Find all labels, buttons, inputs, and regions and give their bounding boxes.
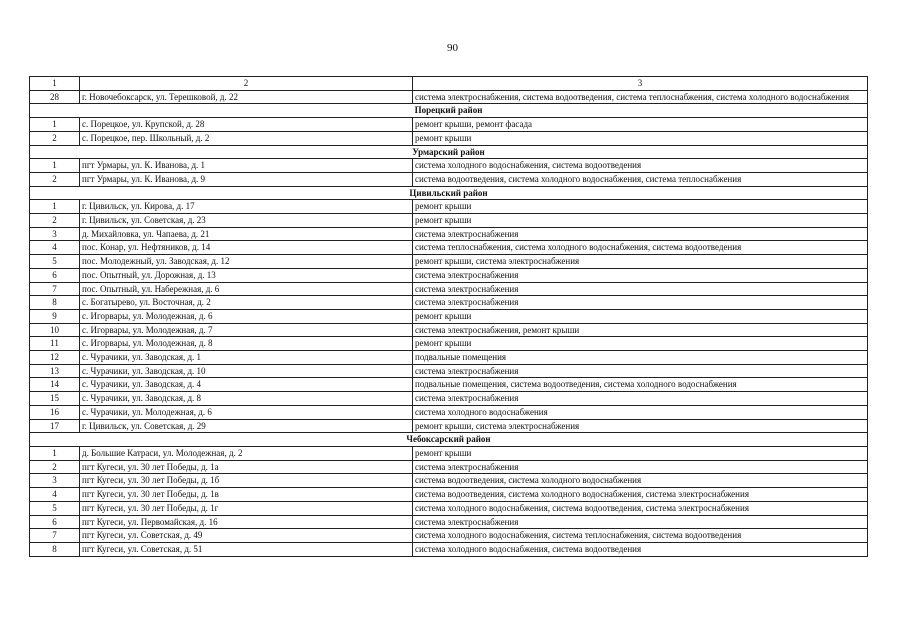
row-number: 6 bbox=[30, 515, 80, 529]
table-row bbox=[30, 392, 868, 406]
address-cell: д. Михайловка, ул. Чапаева, д. 21 bbox=[80, 227, 413, 241]
works-cell: система электроснабжения bbox=[413, 515, 868, 529]
address-cell: г. Цивильск, ул. Кирова, д. 17 bbox=[80, 200, 413, 214]
table-row bbox=[30, 364, 868, 378]
table-row bbox=[30, 446, 868, 460]
row-number: 10 bbox=[30, 323, 80, 337]
works-cell: подвальные помещения, система водоотведения, система холодного водоснабжения bbox=[413, 378, 868, 392]
table-row bbox=[30, 323, 868, 337]
row-number: 5 bbox=[30, 255, 80, 269]
table-row bbox=[30, 419, 868, 433]
table-row bbox=[30, 172, 868, 186]
row-number: 1 bbox=[30, 200, 80, 214]
works-cell: система электроснабжения, ремонт крыши bbox=[413, 323, 868, 337]
address-cell: пгт Урмары, ул. К. Иванова, д. 9 bbox=[80, 172, 413, 186]
table-row bbox=[30, 200, 868, 214]
row-number: 15 bbox=[30, 392, 80, 406]
works-cell: система электроснабжения, система водоотведения, система теплоснабжения, система холодного водоснабжения bbox=[413, 90, 868, 104]
address-cell: с. Богатырево, ул. Восточная, д. 2 bbox=[80, 296, 413, 310]
address-cell: пгт Кугеси, ул. 30 лет Победы, д. 1г bbox=[80, 501, 413, 515]
address-cell: пос. Молодежный, ул. Заводская, д. 12 bbox=[80, 255, 413, 269]
row-number: 12 bbox=[30, 351, 80, 365]
works-cell: система водоотведения, система холодного водоснабжения, система теплоснабжения bbox=[413, 172, 868, 186]
works-cell: система электроснабжения bbox=[413, 460, 868, 474]
address-cell: пгт Кугеси, ул. 30 лет Победы, д. 1б bbox=[80, 474, 413, 488]
table-row bbox=[30, 405, 868, 419]
district-header-row bbox=[30, 433, 868, 447]
row-number: 1 bbox=[30, 118, 80, 132]
works-cell: система холодного водоснабжения bbox=[413, 405, 868, 419]
address-cell: с. Игорвары, ул. Молодежная, д. 6 bbox=[80, 309, 413, 323]
works-cell: система водоотведения, система холодного водоснабжения bbox=[413, 474, 868, 488]
row-number: 6 bbox=[30, 268, 80, 282]
row-number: 28 bbox=[30, 90, 80, 104]
address-cell: пгт Кугеси, ул. Первомайская, д. 16 bbox=[80, 515, 413, 529]
row-number: 7 bbox=[30, 282, 80, 296]
address-cell: г. Цивильск, ул. Советская, д. 29 bbox=[80, 419, 413, 433]
district-name: Цивильский район bbox=[30, 186, 868, 200]
address-cell: с. Порецкое, пер. Школьный, д. 2 bbox=[80, 131, 413, 145]
row-number: 9 bbox=[30, 309, 80, 323]
table-row bbox=[30, 378, 868, 392]
row-number: 14 bbox=[30, 378, 80, 392]
table-row bbox=[30, 214, 868, 228]
district-name: Урмарский район bbox=[30, 145, 868, 159]
row-number: 16 bbox=[30, 405, 80, 419]
address-cell: г. Цивильск, ул. Советская, д. 23 bbox=[80, 214, 413, 228]
row-number: 1 bbox=[30, 446, 80, 460]
table-row bbox=[30, 282, 868, 296]
address-cell: с. Порецкое, ул. Крупской, д. 28 bbox=[80, 118, 413, 132]
district-header-row bbox=[30, 104, 868, 118]
row-number: 3 bbox=[30, 474, 80, 488]
district-header-row bbox=[30, 145, 868, 159]
works-cell: система электроснабжения bbox=[413, 364, 868, 378]
works-cell: система холодного водоснабжения, система водоотведения, система электроснабжения bbox=[413, 501, 868, 515]
row-number: 3 bbox=[30, 227, 80, 241]
table-row bbox=[30, 337, 868, 351]
address-cell: с. Чурачики, ул. Заводская, д. 8 bbox=[80, 392, 413, 406]
row-number: 2 bbox=[30, 131, 80, 145]
row-number: 4 bbox=[30, 488, 80, 502]
address-cell: с. Чурачики, ул. Заводская, д. 4 bbox=[80, 378, 413, 392]
row-number: 4 bbox=[30, 241, 80, 255]
address-cell: с. Чурачики, ул. Молодежная, д. 6 bbox=[80, 405, 413, 419]
row-number: 2 bbox=[30, 214, 80, 228]
table-row bbox=[30, 529, 868, 543]
works-cell: система холодного водоснабжения, система теплоснабжения, система водоотведения bbox=[413, 529, 868, 543]
table-row bbox=[30, 268, 868, 282]
address-cell: пгт Кугеси, ул. 30 лет Победы, д. 1а bbox=[80, 460, 413, 474]
table-row bbox=[30, 90, 868, 104]
row-number: 5 bbox=[30, 501, 80, 515]
district-header-row bbox=[30, 186, 868, 200]
table-row bbox=[30, 309, 868, 323]
works-cell: ремонт крыши bbox=[413, 309, 868, 323]
address-cell: д. Большие Катраси, ул. Молодежная, д. 2 bbox=[80, 446, 413, 460]
address-cell: с. Игорвары, ул. Молодежная, д. 7 bbox=[80, 323, 413, 337]
column-number-3: 3 bbox=[413, 77, 868, 91]
works-cell: система электроснабжения bbox=[413, 282, 868, 296]
district-name: Порецкий район bbox=[30, 104, 868, 118]
works-cell: система холодного водоснабжения, система водоотведения bbox=[413, 542, 868, 556]
row-number: 7 bbox=[30, 529, 80, 543]
table-body bbox=[30, 77, 868, 557]
table-row bbox=[30, 542, 868, 556]
column-number-row bbox=[30, 77, 868, 91]
works-cell: ремонт крыши, ремонт фасада bbox=[413, 118, 868, 132]
works-cell: система холодного водоснабжения, система водоотведения bbox=[413, 159, 868, 173]
works-cell: система электроснабжения bbox=[413, 392, 868, 406]
works-cell: система электроснабжения bbox=[413, 227, 868, 241]
row-number: 2 bbox=[30, 460, 80, 474]
address-cell: пос. Опытный, ул. Набережная, д. 6 bbox=[80, 282, 413, 296]
works-cell: ремонт крыши bbox=[413, 337, 868, 351]
works-cell: система теплоснабжения, система холодного водоснабжения, система водоотведения bbox=[413, 241, 868, 255]
address-cell: г. Новочебоксарск, ул. Терешковой, д. 22 bbox=[80, 90, 413, 104]
address-cell: с. Игорвары, ул. Молодежная, д. 8 bbox=[80, 337, 413, 351]
table-row bbox=[30, 255, 868, 269]
address-cell: пос. Конар, ул. Нефтяников, д. 14 bbox=[80, 241, 413, 255]
address-cell: с. Чурачики, ул. Заводская, д. 10 bbox=[80, 364, 413, 378]
table-row bbox=[30, 351, 868, 365]
row-number: 13 bbox=[30, 364, 80, 378]
works-table bbox=[29, 76, 868, 557]
table-row bbox=[30, 296, 868, 310]
district-name: Чебоксарский район bbox=[30, 433, 868, 447]
address-cell: с. Чурачики, ул. Заводская, д. 1 bbox=[80, 351, 413, 365]
works-cell: ремонт крыши, система электроснабжения bbox=[413, 255, 868, 269]
works-cell: система водоотведения, система холодного водоснабжения, система электроснабжения bbox=[413, 488, 868, 502]
row-number: 8 bbox=[30, 542, 80, 556]
column-number-1: 1 bbox=[30, 77, 80, 91]
address-cell: пгт Урмары, ул. К. Иванова, д. 1 bbox=[80, 159, 413, 173]
works-cell: ремонт крыши bbox=[413, 200, 868, 214]
works-cell: ремонт крыши bbox=[413, 214, 868, 228]
table-row bbox=[30, 159, 868, 173]
page-number: 90 bbox=[447, 42, 458, 54]
works-cell: ремонт крыши, система электроснабжения bbox=[413, 419, 868, 433]
works-cell: подвальные помещения bbox=[413, 351, 868, 365]
table-row bbox=[30, 501, 868, 515]
works-cell: система электроснабжения bbox=[413, 296, 868, 310]
row-number: 11 bbox=[30, 337, 80, 351]
table-row bbox=[30, 227, 868, 241]
column-number-2: 2 bbox=[80, 77, 413, 91]
works-cell: ремонт крыши bbox=[413, 131, 868, 145]
row-number: 17 bbox=[30, 419, 80, 433]
table-row bbox=[30, 474, 868, 488]
table-row bbox=[30, 488, 868, 502]
table-row bbox=[30, 118, 868, 132]
table-row bbox=[30, 460, 868, 474]
address-cell: пгт Кугеси, ул. Советская, д. 51 bbox=[80, 542, 413, 556]
row-number: 2 bbox=[30, 172, 80, 186]
row-number: 8 bbox=[30, 296, 80, 310]
table-row bbox=[30, 241, 868, 255]
works-cell: система электроснабжения bbox=[413, 268, 868, 282]
address-cell: пгт Кугеси, ул. 30 лет Победы, д. 1в bbox=[80, 488, 413, 502]
row-number: 1 bbox=[30, 159, 80, 173]
works-cell: ремонт крыши bbox=[413, 446, 868, 460]
address-cell: пос. Опытный, ул. Дорожная, д. 13 bbox=[80, 268, 413, 282]
address-cell: пгт Кугеси, ул. Советская, д. 49 bbox=[80, 529, 413, 543]
table-row bbox=[30, 131, 868, 145]
table-row bbox=[30, 515, 868, 529]
